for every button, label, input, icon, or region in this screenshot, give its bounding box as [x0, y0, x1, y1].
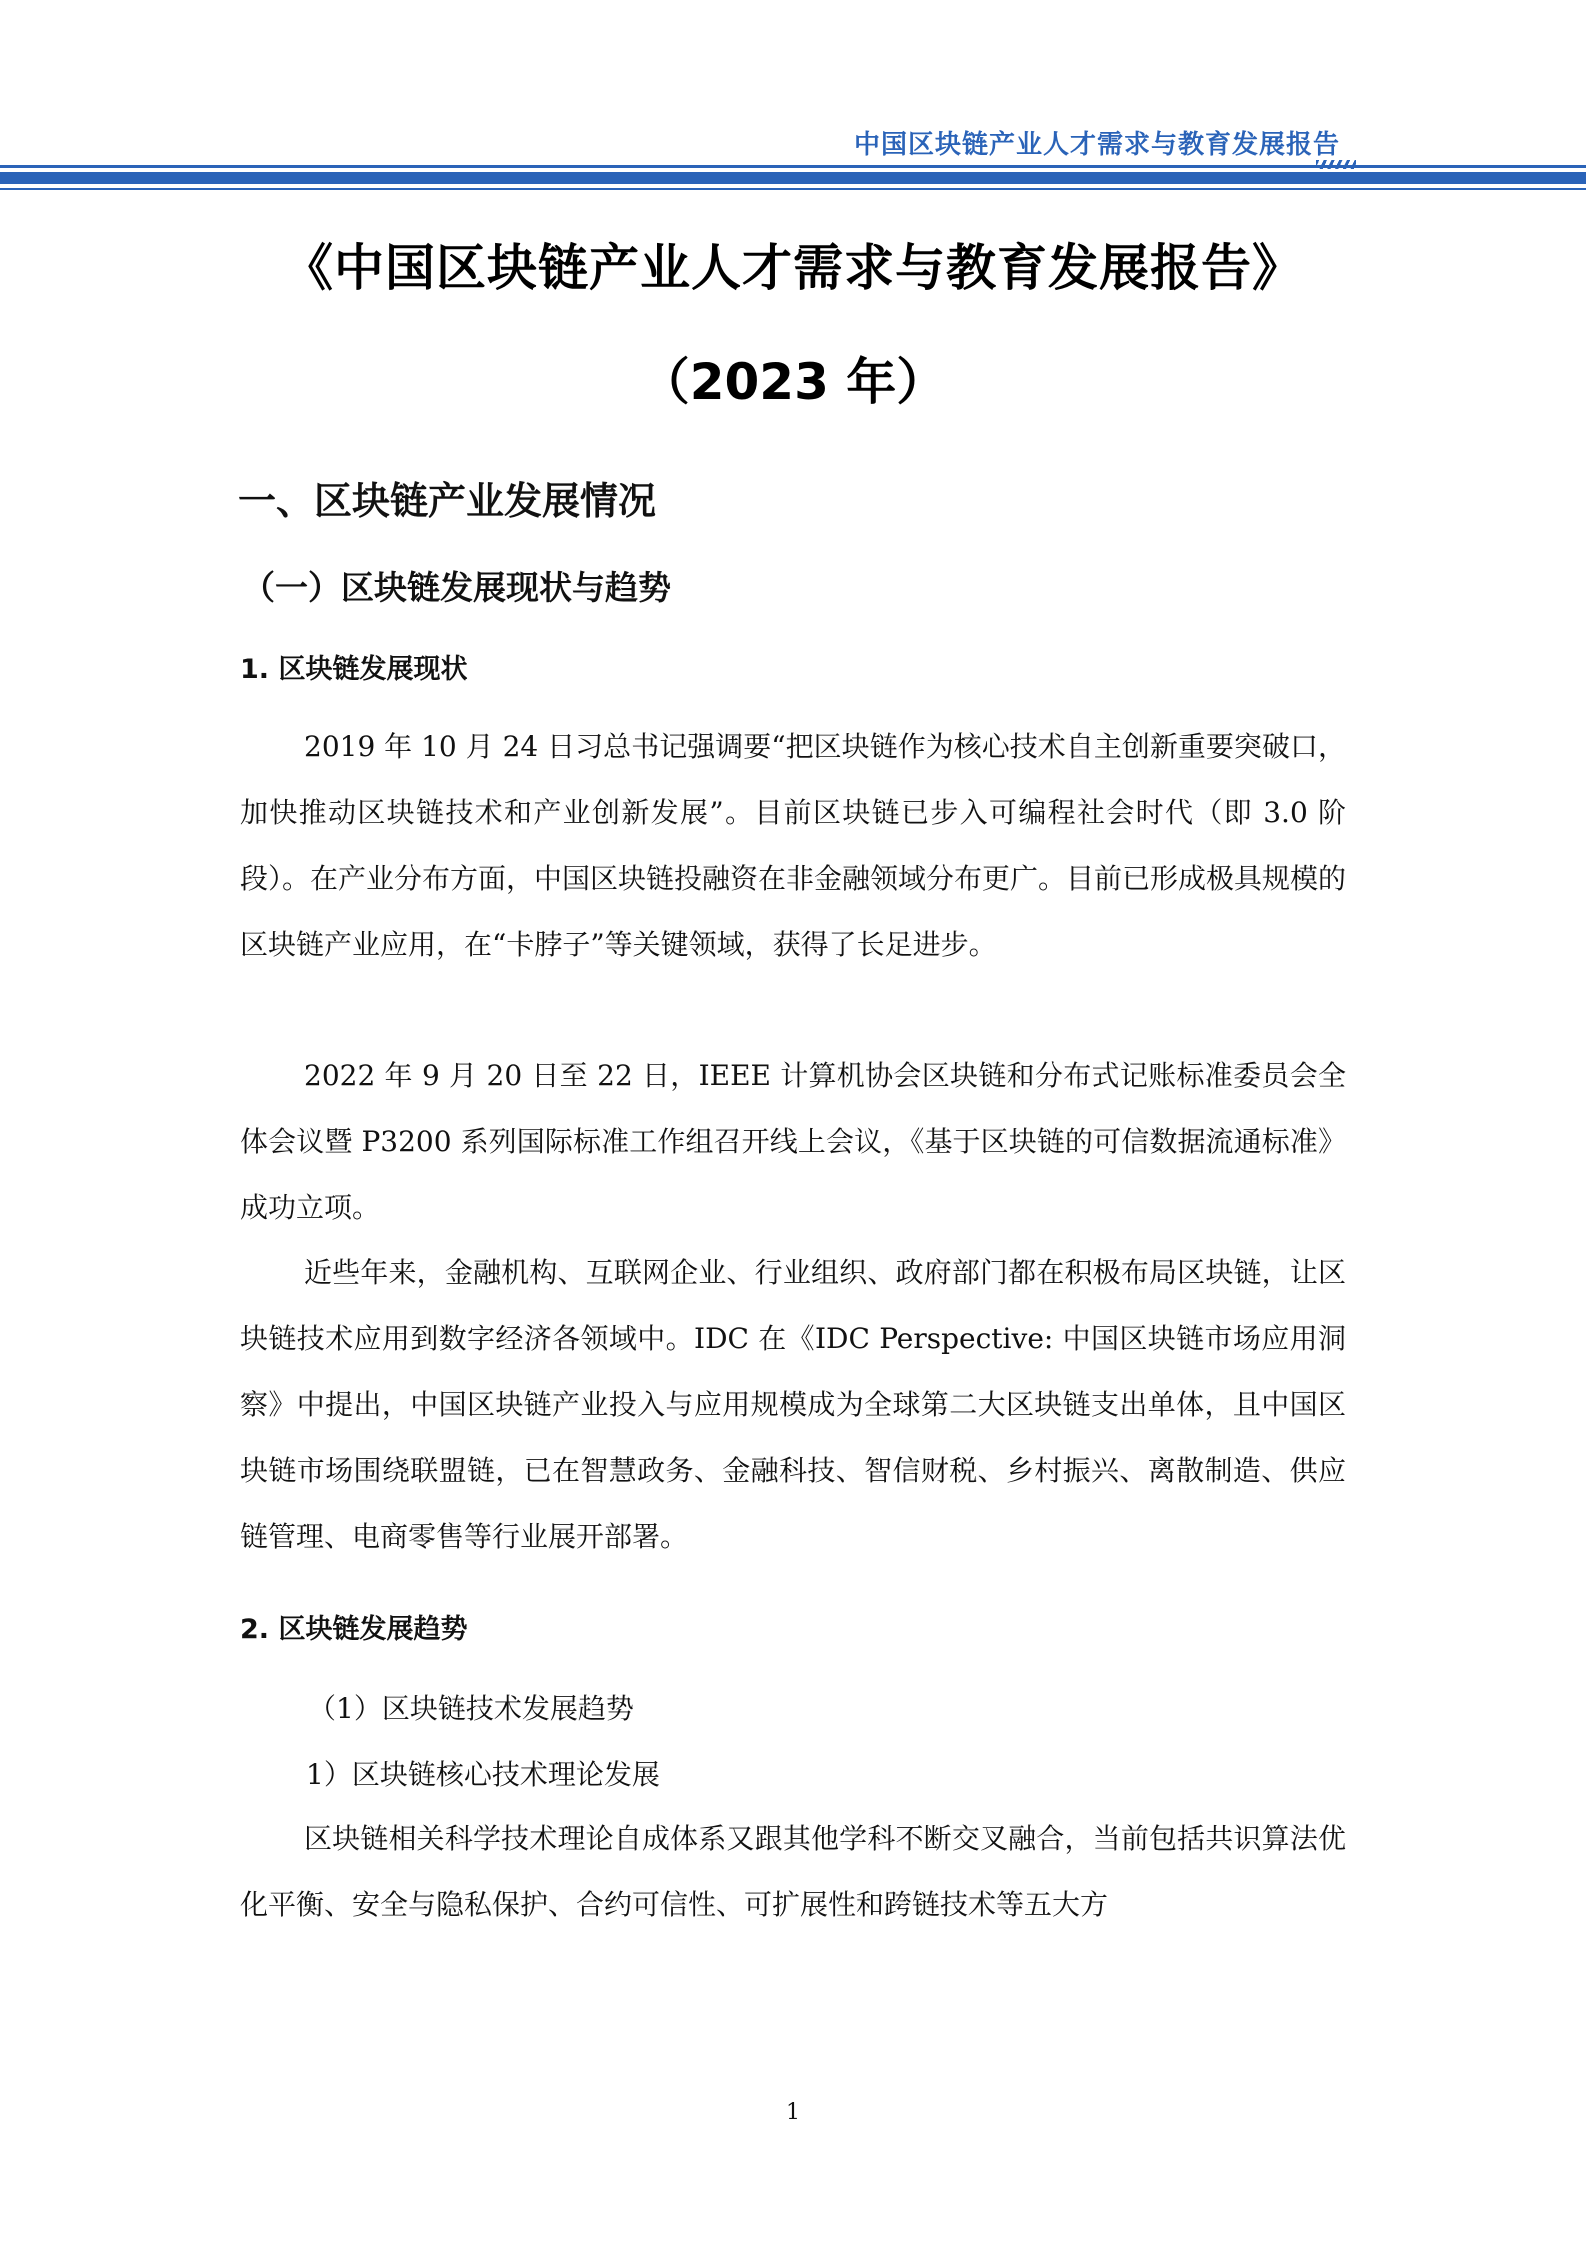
document-year: （2023 年） — [639, 353, 947, 411]
paragraph: 区块链相关科学技术理论自成体系又跟其他学科不断交叉融合，当前包括共识算法优化平衡、安全与隐私保护、合约可信性、可扩展性和跨链技术等五大方 — [240, 1822, 1346, 1921]
document-title: 《中国区块链产业人才需求与教育发展报告》 — [283, 239, 1303, 297]
paragraph: 近些年来，金融机构、互联网企业、行业组织、政府部门都在积极布局区块链，让区块链技术应用到数字经济各领域中。IDC 在《IDC Perspective: 中国区块链市场应用洞察》中提出，中国区块链产业投入与应用规模成为全球第二大区块链支出单体，且中国区块链市场围绕联盟链，已在智慧政务、金融科技、智信财税、乡村振兴、离散制造、供应链管理、电商零售等行业展开部署。 — [240, 1256, 1346, 1553]
list-item-core-theory: 1）区块链核心技术理论发展 — [306, 1758, 660, 1791]
running-header-title: 中国区块链产业人才需求与教育发展报告 — [853, 130, 1340, 160]
paragraph: 2019 年 10 月 24 日习总书记强调要“把区块链作为核心技术自主创新重要突破口，加快推动区块链技术和产业创新发展”。目前区块链已步入可编程社会时代（即 3.0 阶段）。在产业分布方面，中国区块链投融资在非金融领域分布更广。目前已形成极具规模的区块链产业应用，在“卡脖子”等关键领域，获得了长足进步。 — [240, 730, 1347, 961]
section-heading: 一、区块链产业发展情况 — [238, 479, 657, 523]
page-number: 1 — [786, 2100, 800, 2125]
header-rule-top — [0, 165, 1586, 168]
part-heading-trends: 2. 区块链发展趋势 — [240, 1614, 468, 1645]
running-header — [0, 0, 1586, 200]
header-rule-thick — [0, 172, 1586, 184]
list-item-tech-trends: （1）区块链技术发展趋势 — [308, 1692, 634, 1725]
header-rule-bottom — [0, 188, 1586, 190]
subsection-heading: （一）区块链发展现状与趋势 — [242, 568, 671, 607]
paragraph: 2022 年 9 月 20 日至 22 日，IEEE 计算机协会区块链和分布式记账标准委员会全体会议暨 P3200 系列国际标准工作组召开线上会议，《基于区块链的可信数据流通标准》成功立项。 — [240, 1059, 1346, 1224]
part-heading-status: 1. 区块链发展现状 — [240, 654, 468, 685]
